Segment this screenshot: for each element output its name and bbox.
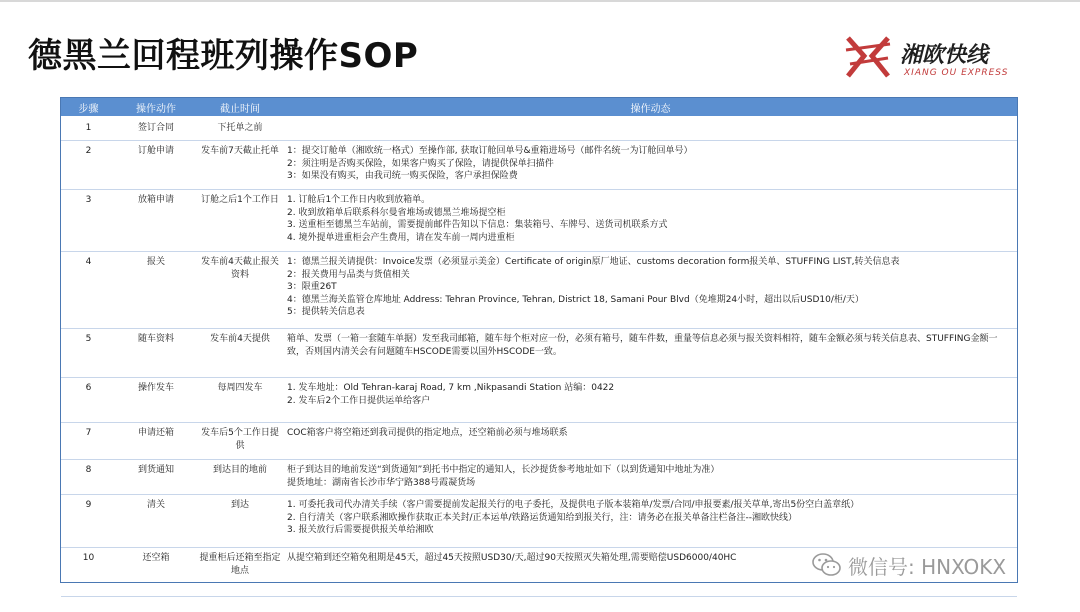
wechat-icon — [812, 552, 842, 578]
details-cell — [284, 495, 1017, 548]
step-cell: 10 — [61, 548, 116, 597]
deadline-cell: 发车前4天截止报关资料 — [196, 252, 284, 329]
detail-line: 2：须注明是否购买保险，如果客户购买了保险，请提供保单扫描件 — [287, 158, 554, 169]
action-cell: 报关 — [116, 252, 196, 329]
detail-line: 1. 可委托我司代办清关手续（客户需要提前发起报关行的电子委托，及提供电子版本装箱单/发票/合同/申报要素/报关草单,寄出5份空白盖章纸） — [287, 500, 860, 510]
details-cell — [284, 117, 1017, 141]
action-cell: 申请还箱 — [116, 423, 196, 460]
detail-line: 1. 订舱后1个工作日内收到放箱单。 — [287, 195, 431, 205]
detail-line: 3. 报关放行后需要提供报关单给湘欧 — [287, 525, 434, 535]
action-cell: 订舱申请 — [116, 141, 196, 190]
action-cell: 还空箱 — [116, 548, 196, 597]
table-row — [61, 252, 1017, 329]
detail-line: 提货地址：湖南省长沙市华宁路388号霞凝货场 — [287, 477, 476, 488]
detail-line: 2. 自行清关（客户联系湘欧操作获取正本关封/正本运单/铁路运货通知给到报关行，注：请务必在报关单备注栏备注--湘欧快线） — [287, 512, 798, 523]
table-row — [61, 378, 1017, 423]
action-cell: 到货通知 — [116, 460, 196, 495]
action-cell: 签订合同 — [116, 117, 196, 141]
header-action: 操作动作 — [116, 98, 196, 117]
deadline-cell: 订舱之后1个工作日 — [196, 190, 284, 252]
step-cell: 9 — [61, 495, 116, 548]
details-cell — [284, 190, 1017, 252]
header-deadline: 截止时间 — [196, 98, 284, 117]
step-cell: 4 — [61, 252, 116, 329]
table-row — [61, 460, 1017, 495]
detail-line: 2. 收到放箱单后联系科尔曼省堆场或德黑兰堆场提空柜 — [287, 207, 506, 218]
detail-line: 3. 送重柜至德黑兰车站前，需要提前邮件告知以下信息：集装箱号、车牌号、送货司机联系方式 — [287, 220, 668, 230]
action-cell: 清关 — [116, 495, 196, 548]
top-divider — [0, 0, 1080, 2]
details-cell — [284, 252, 1017, 329]
details-cell — [284, 378, 1017, 423]
action-cell: 操作发车 — [116, 378, 196, 423]
detail-line: 1：德黑兰报关请提供：Invoice发票（必须显示美金）Certificate of origin原厂地证、customs decoration form报关单、STUFFING LIST,转关信息表 — [287, 257, 900, 267]
detail-line: 4：德黑兰海关监管仓库地址 Address: Tehran Province, Tehran, District 18, Samani Pour Blvd（免堆期24小时，超出以后USD10/柜/天） — [287, 294, 864, 305]
detail-line: 5：提供转关信息表 — [287, 307, 365, 317]
action-cell: 随车资料 — [116, 329, 196, 378]
details-cell — [284, 423, 1017, 460]
deadline-cell: 提重柜后还箱至指定地点 — [196, 548, 284, 597]
step-cell: 3 — [61, 190, 116, 252]
deadline-cell: 发车前4天提供 — [196, 329, 284, 378]
step-cell: 1 — [61, 117, 116, 141]
detail-line: 3：如果没有购买，由我司统一购买保险，客户承担保险费 — [287, 171, 518, 181]
deadline-cell: 发车后5个工作日提供 — [196, 423, 284, 460]
details-cell — [284, 329, 1017, 378]
deadline-cell: 到达 — [196, 495, 284, 548]
table-row — [61, 495, 1017, 548]
logo-text: 湘欧快线 — [900, 43, 989, 68]
step-cell: 8 — [61, 460, 116, 495]
table-row — [61, 141, 1017, 190]
detail-line: 2. 发车后2个工作日提供运单给客户 — [287, 395, 431, 406]
watermark-text: 微信号: HNXOKX — [848, 554, 1007, 579]
step-cell: 6 — [61, 378, 116, 423]
header-details: 操作动态 — [284, 98, 1017, 117]
deadline-cell: 到达目的地前 — [196, 460, 284, 495]
table-row — [61, 329, 1017, 378]
table-row — [61, 423, 1017, 460]
step-cell: 2 — [61, 141, 116, 190]
logo-mark-icon — [842, 30, 894, 82]
detail-line: 1. 发车地址：Old Tehran-karaj Road, 7 km ,Nikpasandi Station 站编：0422 — [287, 383, 615, 393]
wechat-watermark — [812, 548, 1052, 582]
detail-line: COC箱客户将空箱还到我司提供的指定地点，还空箱前必须与堆场联系 — [287, 428, 568, 438]
action-cell: 放箱申请 — [116, 190, 196, 252]
deadline-cell: 每周四发车 — [196, 378, 284, 423]
detail-line: 4. 境外提单进重柜会产生费用，请在发车前一周内进重柜 — [287, 232, 515, 243]
header-step: 步骤 — [61, 98, 116, 117]
deadline-cell: 下托单之前 — [196, 117, 284, 141]
step-cell: 5 — [61, 329, 116, 378]
table-row — [61, 190, 1017, 252]
detail-line: 从提空箱到还空箱免租期是45天，超过45天按照USD30/天,超过90天按照灭失箱处理,需要赔偿USD6000/40HC — [287, 553, 737, 563]
sop-table — [60, 97, 1018, 583]
deadline-cell: 发车前7天截止托单 — [196, 141, 284, 190]
detail-line: 2：报关费用与品类与货值相关 — [287, 269, 410, 280]
step-cell: 7 — [61, 423, 116, 460]
table-row — [61, 117, 1017, 141]
detail-line: 3：限重26T — [287, 282, 337, 292]
detail-line: 箱单、发票（一箱一套随车单据）发至我司邮箱，随车每个柜对应一份，必须有箱号，随车件数，重量等信息必须与报关资料相符，随车金额必须与转关信息表、STUFFING金额一致，否则国内清关会有问题随车HSCODE需要以国外HSCODE一致。 — [287, 334, 998, 357]
detail-line: 柜子到达目的地前发送“到货通知”到托书中指定的通知人，长沙提货参考地址如下（以到货通知中地址为准） — [287, 465, 720, 475]
details-cell — [284, 141, 1017, 190]
detail-line: 1：提交订舱单（湘欧统一格式）至操作部, 获取订舱回单号&重箱进场号（邮件名统一为订舱回单号） — [287, 146, 693, 156]
details-cell — [284, 460, 1017, 495]
table-header-row — [61, 98, 1017, 117]
brand-logo — [842, 30, 1042, 90]
logo-subtext: XIANG OU EXPRESS — [904, 68, 1009, 78]
page-title: 德黑兰回程班列操作SOP — [28, 36, 419, 76]
